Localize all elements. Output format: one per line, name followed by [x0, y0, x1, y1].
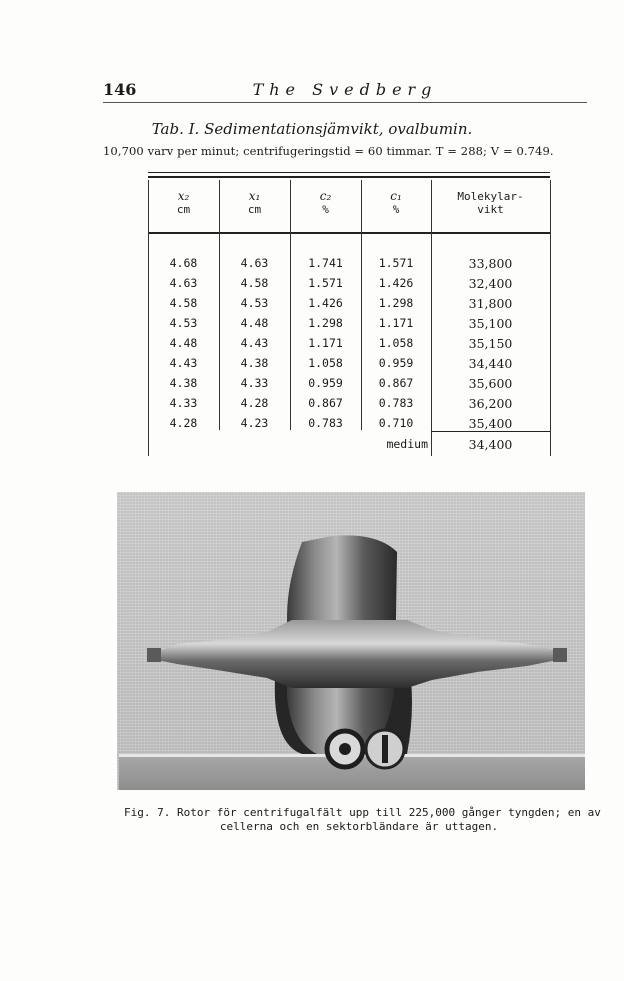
table-cell: 0.710	[378, 416, 414, 430]
column-symbol: x₁	[248, 189, 261, 203]
column-unit: %	[322, 203, 329, 216]
table-cell: 35,600	[468, 375, 513, 391]
table-cell: 0.959	[308, 376, 343, 390]
table-cell: 4.68	[169, 256, 198, 270]
removed-cell-window	[339, 743, 351, 755]
table-row	[148, 373, 550, 393]
caption-line: Fig. 7. Rotor för centrifugalfält upp till 225,000 gånger tyngden; en av	[124, 806, 601, 819]
caption-line: cellerna och en sektorbländare är uttagen.	[219, 820, 499, 833]
shaft-end-right	[553, 648, 567, 662]
column-unit: cm	[176, 203, 191, 216]
column-symbol: Molekylar-	[457, 190, 524, 203]
column-symbol: c₂	[319, 189, 332, 203]
table-cell: 1.298	[378, 296, 414, 310]
table-cell: 1.058	[378, 336, 414, 350]
table-cell: 4.28	[240, 396, 269, 410]
table-cell: 4.53	[169, 316, 198, 330]
table-cell: 4.43	[240, 336, 269, 350]
column-unit: cm	[247, 203, 262, 216]
rotor-photograph	[117, 492, 585, 790]
table-cell: 0.867	[378, 376, 414, 390]
table-cell: 4.23	[240, 416, 269, 430]
table-cell: 1.058	[308, 356, 343, 370]
table-row	[148, 333, 550, 353]
column-header	[290, 180, 361, 241]
table-cell: 4.38	[169, 376, 198, 390]
column-unit: %	[392, 203, 400, 216]
column-symbol: c₁	[390, 189, 402, 203]
column-divider	[550, 180, 551, 456]
table-cell: 4.48	[169, 336, 198, 350]
table-cell: 4.33	[240, 376, 269, 390]
column-unit: vikt	[477, 203, 504, 216]
table-cell: 1.171	[308, 336, 343, 350]
table-top-rule	[148, 172, 550, 173]
running-head: The Svedberg	[252, 80, 438, 99]
rotor-image	[117, 492, 585, 790]
table-cell: 36,200	[468, 395, 513, 411]
table-row	[148, 393, 550, 413]
column-header	[219, 180, 290, 241]
table-cell: 4.28	[169, 416, 198, 430]
table-cell: 1.298	[308, 316, 343, 330]
table-cell: 4.48	[240, 316, 269, 330]
mean-label: medium	[386, 437, 428, 451]
table-cell: 4.33	[169, 396, 198, 410]
table-cell: 1.426	[378, 276, 414, 290]
table-cell: 1.741	[308, 256, 343, 270]
column-header	[148, 180, 219, 241]
table-cell: 31,800	[468, 295, 513, 311]
table-grid	[148, 180, 550, 433]
table-cell: 4.38	[240, 356, 269, 370]
mean-rule	[431, 431, 550, 432]
table-cell: 4.53	[240, 296, 269, 310]
table-cell: 34,440	[468, 355, 513, 371]
mean-value: 34,400	[468, 437, 513, 452]
table-cell: 4.63	[169, 276, 198, 290]
table-cell: 1.571	[378, 256, 414, 270]
table-cell: 35,100	[468, 315, 513, 331]
column-header	[361, 180, 431, 241]
table-cell: 0.959	[378, 356, 414, 370]
rotor-shaft	[157, 620, 557, 688]
table-row	[148, 241, 550, 273]
table-cell: 4.58	[169, 296, 198, 310]
table-row	[148, 293, 550, 313]
table-subtitle: 10,700 varv per minut; centrifugeringstid = 60 timmar. T = 288; V = 0.749.	[103, 144, 554, 158]
column-header	[431, 180, 550, 241]
table-top-rule-thick	[148, 176, 550, 178]
page-number: 146	[103, 80, 137, 99]
shaft-end-left	[147, 648, 161, 662]
table-header-row	[148, 180, 550, 241]
table-row	[148, 353, 550, 373]
column-symbol: x₂	[177, 189, 190, 203]
table-cell: 4.63	[240, 256, 269, 270]
table-row	[148, 273, 550, 293]
table-cell: 32,400	[468, 275, 513, 291]
table-cell: 4.58	[240, 276, 269, 290]
table-cell: 33,800	[468, 255, 513, 271]
table-cell: 0.783	[378, 396, 414, 410]
table-row	[148, 313, 550, 333]
table-title: Tab. I. Sedimentationsjämvikt, ovalbumin.	[151, 120, 473, 138]
table-row	[148, 413, 550, 433]
table-cell: 0.867	[308, 396, 343, 410]
table-cell: 0.783	[308, 416, 343, 430]
table-cell: 1.426	[308, 296, 343, 310]
table-cell: 4.43	[169, 356, 198, 370]
table-cell: 1.571	[308, 276, 343, 290]
sector-slot	[382, 735, 388, 763]
figure-caption	[124, 806, 601, 834]
table-cell: 35,400	[468, 415, 513, 431]
data-table	[148, 172, 550, 456]
table-cell: 35,150	[468, 335, 513, 351]
table-cell: 1.171	[378, 316, 414, 330]
page-header	[103, 80, 587, 103]
